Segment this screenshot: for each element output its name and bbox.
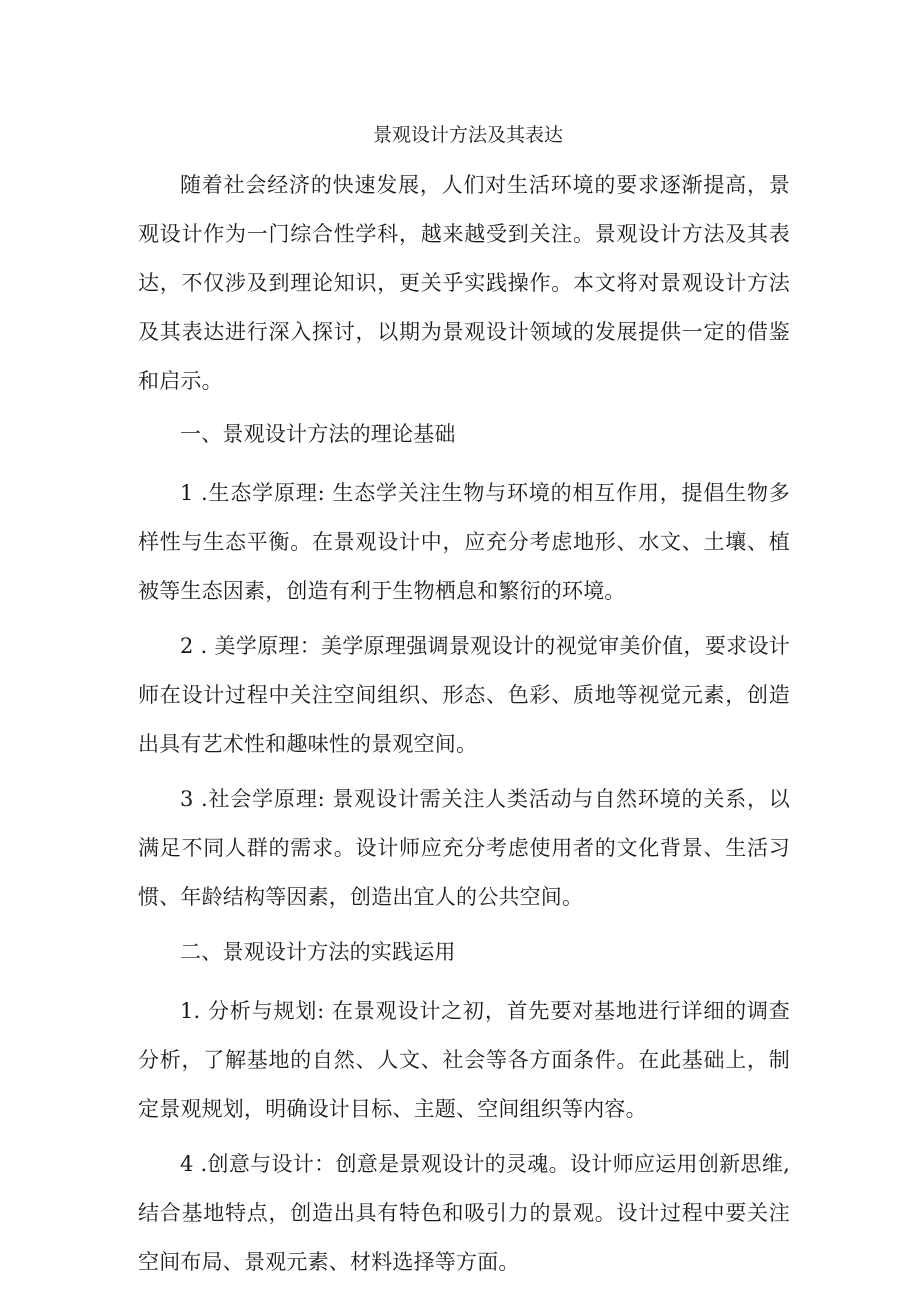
section-1-item-aesthetics: 2 . 美学原理：美学原理强调景观设计的视觉审美价值，要求设计师在设计过程中关注空间组织、形态、色彩、质地等视觉元素，创造出具有艺术性和趣味性的景观空间。	[138, 634, 790, 756]
document-page	[138, 120, 790, 1293]
section-2-item-creativity-design: 4 .创意与设计：创意是景观设计的灵魂。设计师应运用创新思维, 结合基地特点，创造出具有特色和吸引力的景观。设计过程中要关注空间布局、景观元素、材料选择等方面。	[138, 1152, 790, 1274]
section-2-item-analysis-planning: 1. 分析与规划: 在景观设计之初，首先要对基地进行详细的调查分析，了解基地的自然、人文、社会等各方面条件。在此基础上，制定景观规划，明确设计目标、主题、空间组织等内容。	[138, 999, 790, 1121]
document-title: 景观设计方法及其表达	[372, 124, 563, 146]
section-1-heading: 一、景观设计方法的理论基础	[180, 422, 456, 446]
section-1-item-ecology: 1 .生态学原理: 生态学关注生物与环境的相互作用，提倡生物多样性与生态平衡。在景观设计中，应充分考虑地形、水文、土壤、植被等生态因素，创造有利于生物栖息和繁衍的环境。	[138, 481, 790, 603]
intro-paragraph: 随着社会经济的快速发展，人们对生活环境的要求逐渐提高，景观设计作为一门综合性学科，越来越受到关注。景观设计方法及其表达，不仅涉及到理论知识，更关乎实践操作。本文将对景观设计方法及其表达进行深入探讨，以期为景观设计领域的发展提供一定的借鉴和启示。	[138, 173, 790, 393]
section-2-heading: 二、景观设计方法的实践运用	[180, 940, 456, 964]
section-1-item-sociology: 3 .社会学原理: 景观设计需关注人类活动与自然环境的关系，以满足不同人群的需求。设计师应充分考虑使用者的文化背景、生活习惯、年龄结构等因素，创造出宜人的公共空间。	[138, 787, 790, 909]
